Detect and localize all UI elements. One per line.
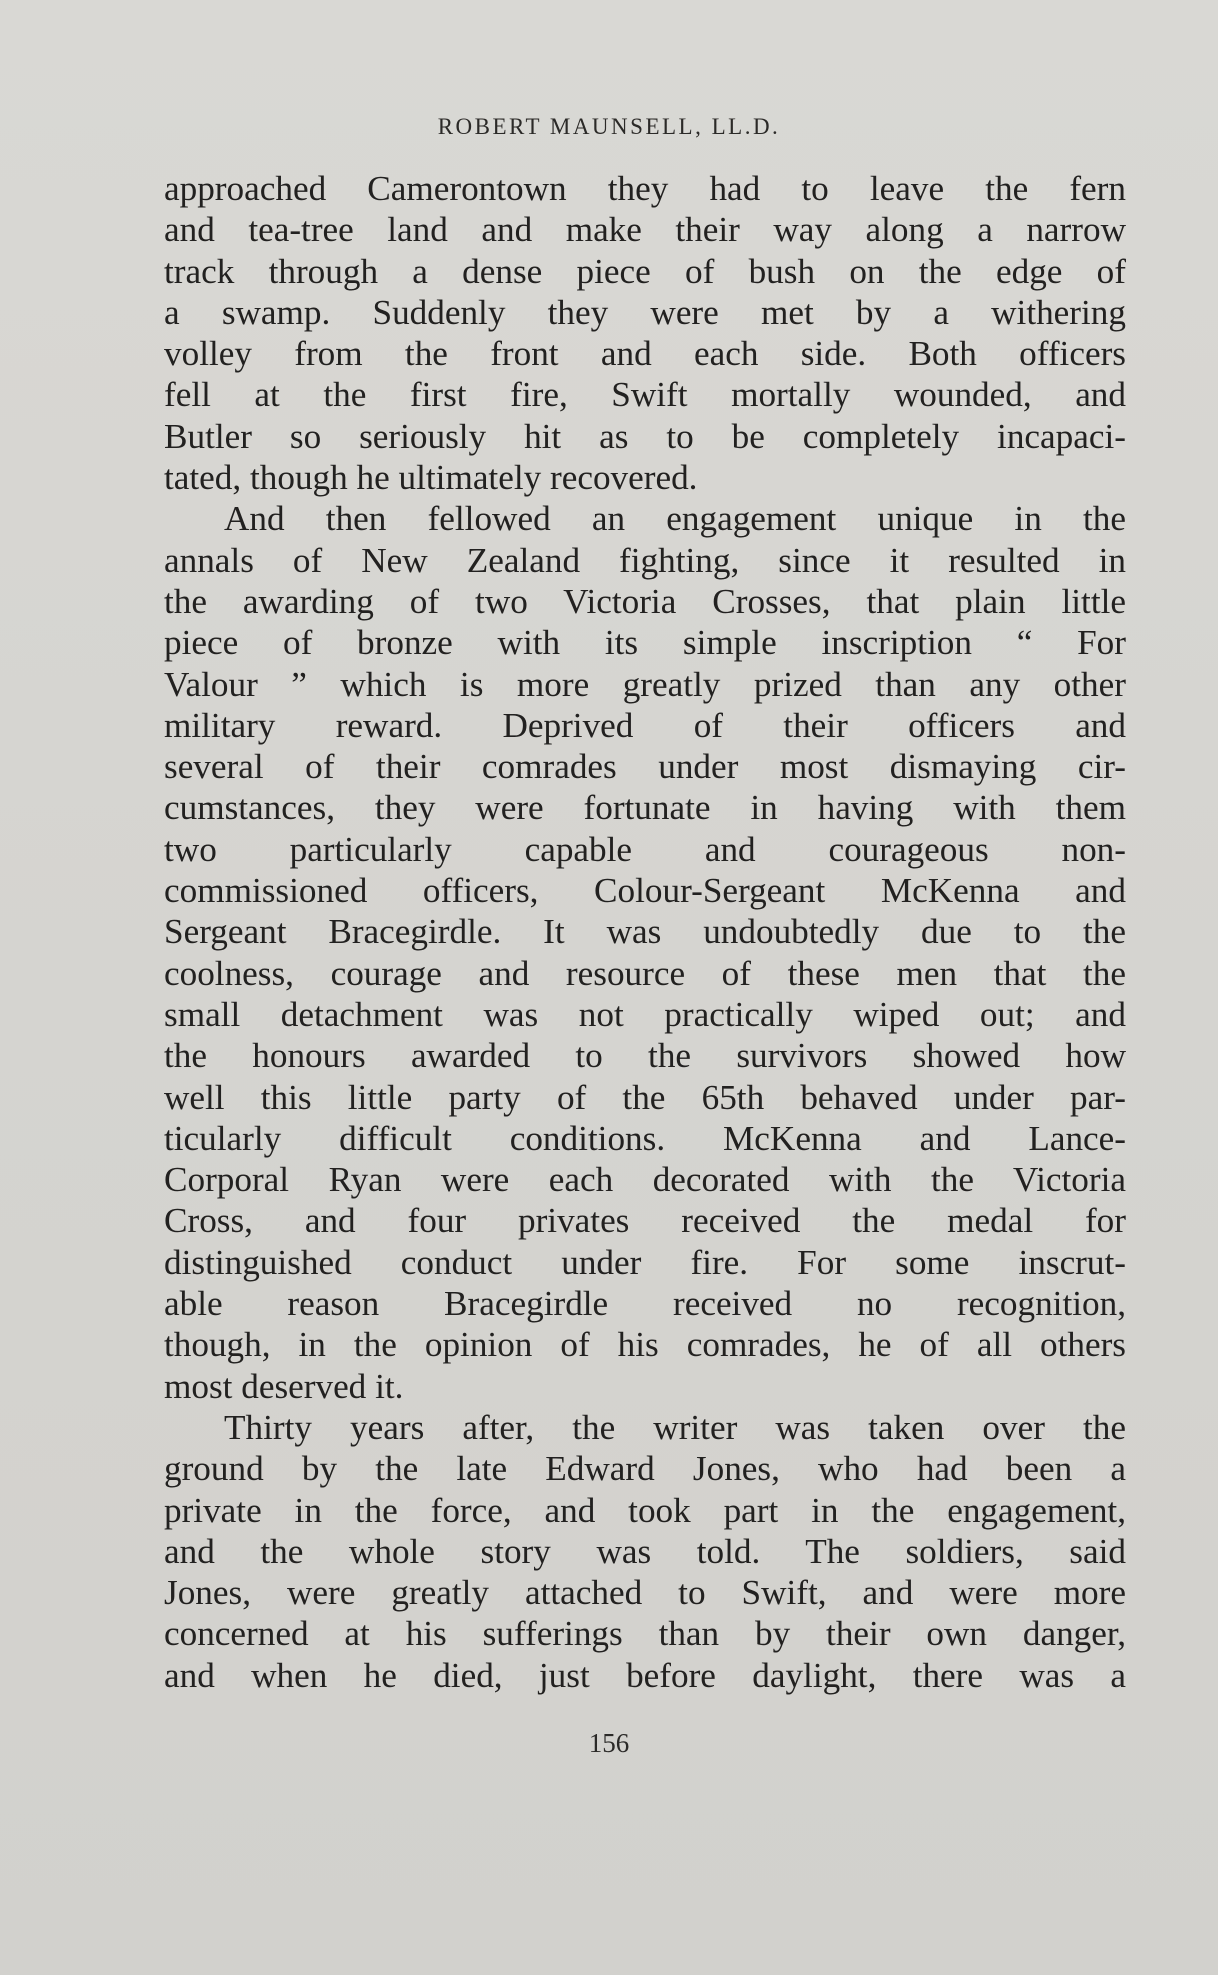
text-line: And then fellowed an engagement unique in the — [224, 499, 1126, 539]
text-line: Butler so seriously hit as to be completely incapaci- — [164, 416, 1126, 456]
text-line: small detachment was not practically wiped out; and — [164, 994, 1126, 1034]
text-line: concerned at his sufferings than by their own danger, — [164, 1614, 1126, 1654]
text-line: well this little party of the 65th behaved under par- — [164, 1077, 1126, 1117]
text-line: and when he died, just before daylight, there was a — [164, 1655, 1126, 1695]
text-line: several of their comrades under most dismaying cir- — [164, 747, 1126, 787]
text-line: the honours awarded to the survivors showed how — [164, 1036, 1126, 1076]
text-line: Thirty years after, the writer was taken over the — [224, 1407, 1126, 1447]
text-line: coolness, courage and resource of these men that the — [164, 953, 1126, 993]
text-line: distinguished conduct under fire. For some inscrut- — [164, 1242, 1126, 1282]
text-line: piece of bronze with its simple inscription “ For — [164, 623, 1126, 663]
text-line: and tea-tree land and make their way along a narrow — [164, 210, 1126, 250]
text-line: cumstances, they were fortunate in having with them — [164, 788, 1126, 828]
text-line: track through a dense piece of bush on the edge of — [164, 251, 1126, 291]
text-line: approached Camerontown they had to leave the fern — [164, 169, 1126, 208]
text-line: ground by the late Edward Jones, who had been a — [164, 1449, 1126, 1489]
text-line: though, in the opinion of his comrades, he of all others — [164, 1325, 1126, 1365]
text-line: and the whole story was told. The soldiers, said — [164, 1531, 1126, 1571]
body-text — [164, 168, 1126, 1696]
page-number: 156 — [588, 1728, 630, 1758]
text-line: tated, though he ultimately recovered. — [164, 458, 698, 498]
text-line: annals of New Zealand fighting, since it resulted in — [164, 540, 1126, 580]
text-line: a swamp. Suddenly they were met by a withering — [164, 292, 1126, 332]
text-line: commissioned officers, Colour-Sergeant McKenna and — [164, 871, 1126, 911]
running-head: ROBERT MAUNSELL, LL.D. — [437, 114, 781, 139]
text-line: military reward. Deprived of their officers and — [164, 705, 1126, 745]
text-line: two particularly capable and courageous non- — [164, 829, 1126, 869]
text-line: Jones, were greatly attached to Swift, and were more — [164, 1573, 1126, 1613]
text-line: Valour ” which is more greatly prized than any other — [164, 664, 1126, 704]
text-line: most deserved it. — [164, 1366, 404, 1406]
text-line: able reason Bracegirdle received no recognition, — [164, 1284, 1126, 1324]
text-line: the awarding of two Victoria Crosses, that plain little — [164, 581, 1126, 621]
text-line: Sergeant Bracegirdle. It was undoubtedly due to the — [164, 912, 1126, 952]
text-line: ticularly difficult conditions. McKenna and Lance- — [164, 1118, 1126, 1158]
text-line: fell at the first fire, Swift mortally wounded, and — [164, 375, 1126, 415]
text-line: Corporal Ryan were each decorated with the Victoria — [164, 1160, 1126, 1200]
text-line: Cross, and four privates received the medal for — [164, 1201, 1126, 1241]
text-line: private in the force, and took part in the engagement, — [164, 1490, 1126, 1530]
text-line: volley from the front and each side. Both officers — [164, 334, 1126, 374]
